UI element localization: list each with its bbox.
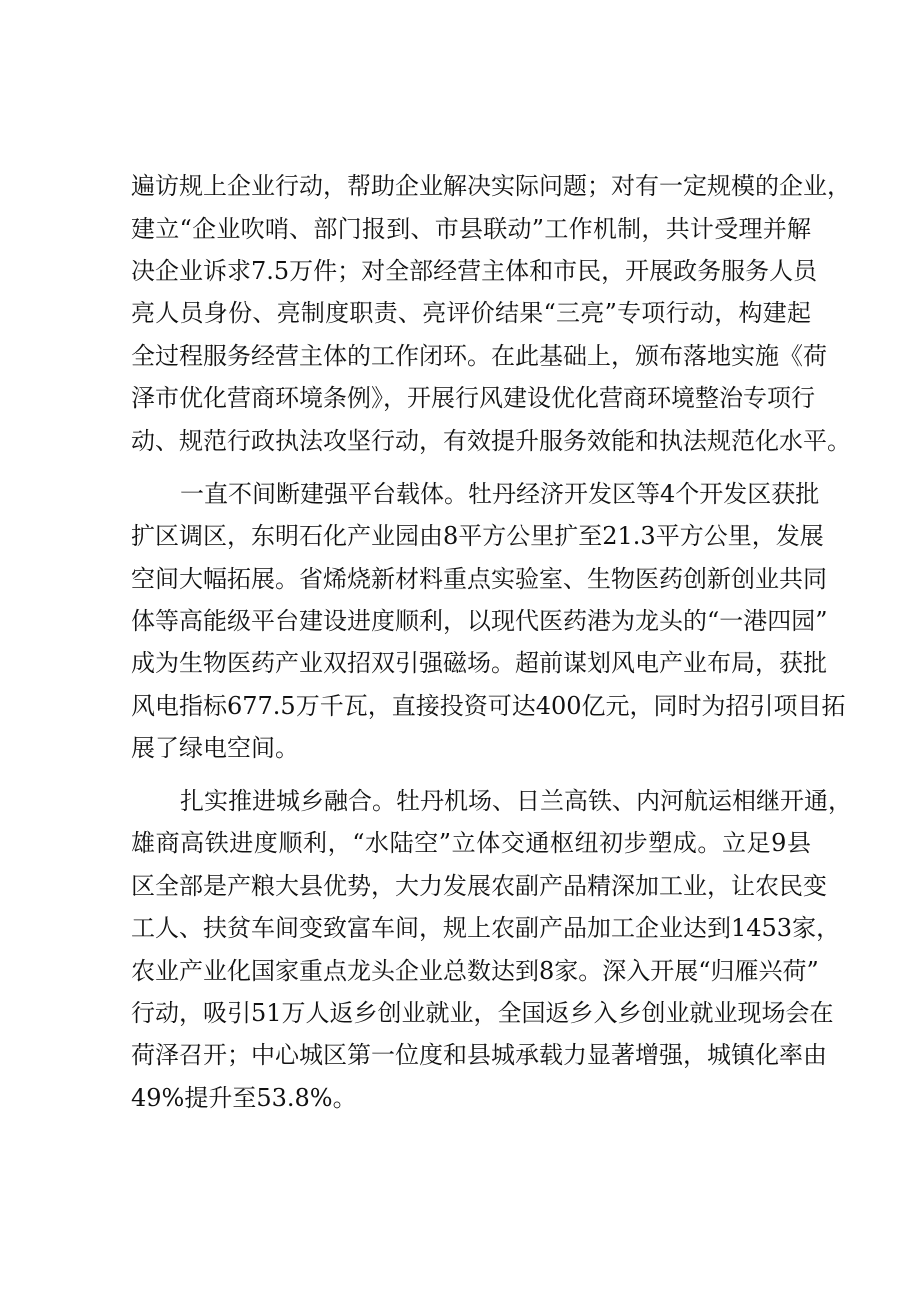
text-line: 荷泽召开；中心城区第一位度和县城承载力显著增强，城镇化率由: [131, 1041, 827, 1069]
text-line: 空间大幅拓展。省烯烧新材料重点实验室、生物医药创新创业共同: [131, 565, 827, 593]
text-line: 亮人员身份、亮制度职责、亮评价结果“三亮”专项行动，构建起: [131, 299, 811, 327]
text-line: 一直不间断建强平台载体。牡丹经济开发区等4个开发区获批: [180, 480, 820, 508]
text-line: 动、规范行政执法攻坚行动，有效提升服务效能和执法规范化水平。: [131, 427, 851, 455]
text-line: 扩区调区，东明石化产业园由8平方公里扩至21.3平方公里，发展: [131, 522, 824, 550]
text-line: 泽市优化营商环境条例》，开展行风建设优化营商环境整治专项行: [131, 384, 815, 412]
text-line: 成为生物医药产业双招双引强磁场。超前谋划风电产业布局，获批: [131, 649, 827, 677]
text-line: 建立“企业吹哨、部门报到、市县联动”工作机制，共计受理并解: [131, 215, 811, 243]
text-line: 风电指标677.5万千瓦，直接投资可达400亿元，同时为招引项目拓: [131, 692, 846, 720]
text-line: 雄商高铁进度顺利，“水陆空”立体交通枢纽初步塑成。立足9县: [131, 829, 811, 857]
text-line: 区全部是产粮大县优势，大力发展农副产品精深加工业，让农民变: [131, 872, 827, 900]
text-line: 工人、扶贫车间变致富车间，规上农副产品加工企业达到1453家，: [131, 914, 841, 942]
text-line: 遍访规上企业行动，帮助企业解决实际问题；对有一定规模的企业，: [131, 172, 851, 200]
text-line: 农业产业化国家重点龙头企业总数达到8家。深入开展“归雁兴荷”: [131, 957, 819, 985]
text-line: 展了绿电空间。: [131, 734, 299, 762]
text-line: 49%提升至53.8%。: [131, 1084, 357, 1112]
text-line: 扎实推进城乡融合。牡丹机场、日兰高铁、内河航运相继开通，: [180, 787, 852, 815]
text-line: 体等高能级平台建设进度顺利，以现代医药港为龙头的“一港四园”: [131, 607, 828, 635]
text-line: 全过程服务经营主体的工作闭环。在此基础上，颁布落地实施《荷: [131, 342, 827, 370]
text-line: 行动，吸引51万人返乡创业就业，全国返乡入乡创业就业现场会在: [131, 999, 834, 1027]
text-line: 决企业诉求7.5万件；对全部经营主体和市民，开展政务服务人员: [131, 257, 818, 285]
